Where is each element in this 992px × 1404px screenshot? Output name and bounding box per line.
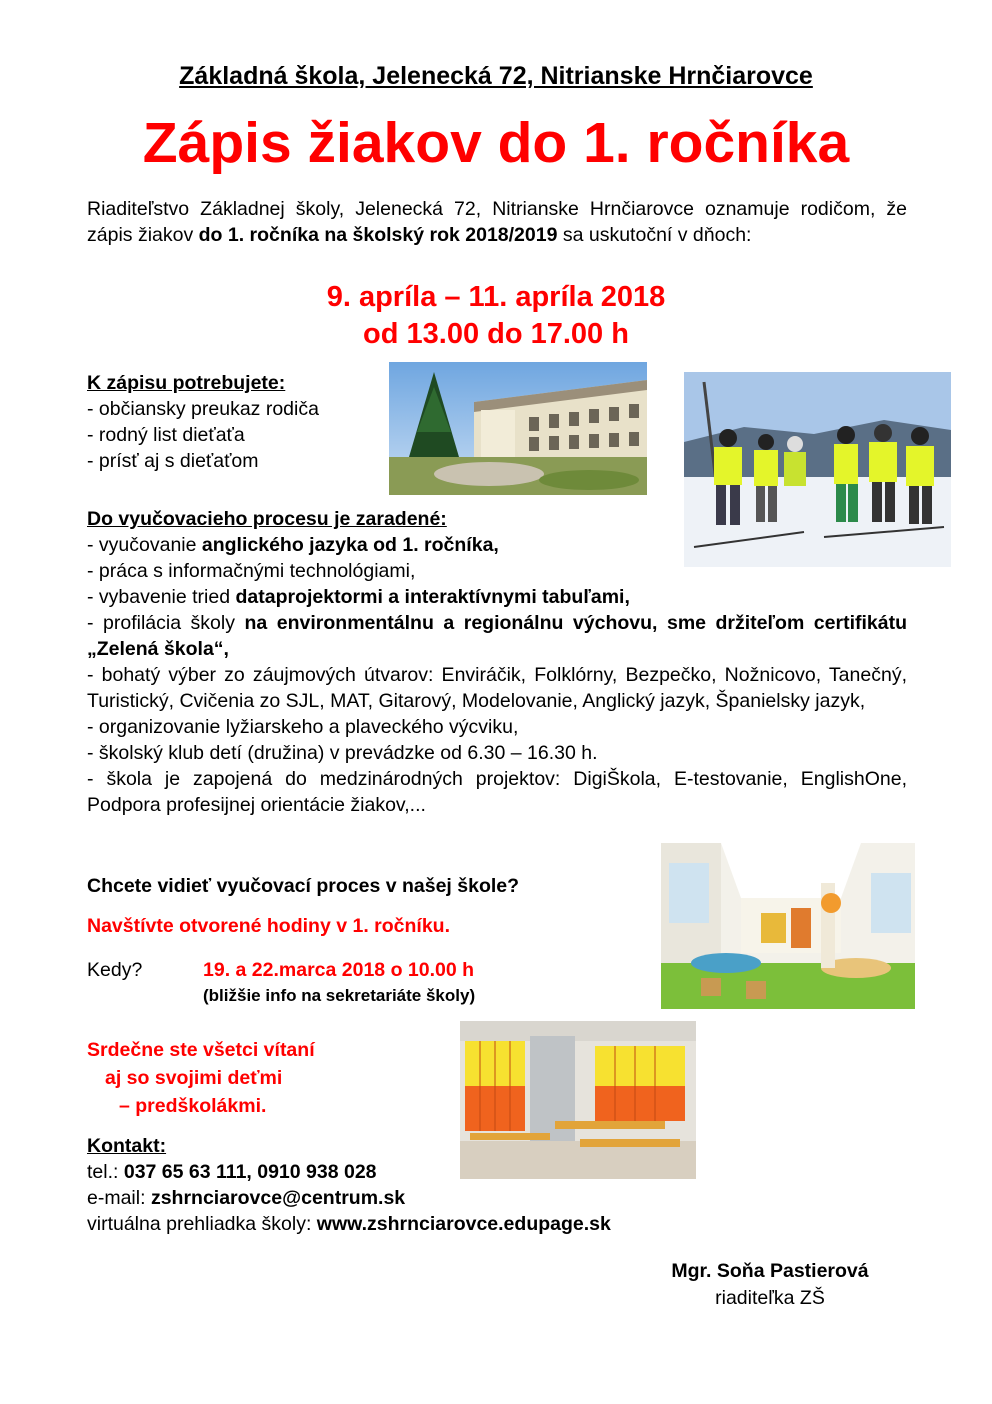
page-title: Zápis žiakov do 1. ročníka xyxy=(142,111,850,175)
contact-virtual-tour: virtuálna prehliadka školy: www.zshrnciarovce.edupage.sk xyxy=(87,1213,611,1235)
classroom-photo xyxy=(661,843,915,1009)
process-item: - škola je zapojená do medzinárodných projektov: DigiŠkola, E-testovanie, EnglishOne, Podpora profesijnej orientácie žiakov,... xyxy=(87,768,907,816)
enrollment-dates xyxy=(0,279,992,353)
signature xyxy=(620,1258,920,1312)
visit-more-info: (bližšie info na sekretariáte školy) xyxy=(203,986,476,1005)
date-range: 9. apríla – 11. apríla 2018 xyxy=(326,281,666,313)
contact-section xyxy=(87,1133,887,1237)
website-link[interactable]: www.zshrnciarovce.edupage.sk xyxy=(316,1213,611,1235)
process-heading: Do vyučovacieho procesu je zaradené: xyxy=(87,508,447,530)
school-building-photo xyxy=(389,362,647,495)
requirement-item: - rodný list dieťaťa xyxy=(87,424,245,446)
requirements-heading: K zápisu potrebujete: xyxy=(87,372,286,394)
process-section xyxy=(87,506,907,818)
process-item: - práca s informačnými technológiami, xyxy=(87,560,416,582)
welcome-line: – predškolákmi. xyxy=(119,1095,267,1117)
visit-when-label: Kedy? xyxy=(87,959,143,981)
process-item: - školský klub detí (družina) v prevádzke od 6.30 – 16.30 h. xyxy=(87,742,598,764)
process-item: - profilácia školy na environmentálnu a regionálnu výchovu, sme držiteľom certifikátu „Zelená škola“, xyxy=(87,612,907,660)
contact-email: e-mail: zshrnciarovce@centrum.sk xyxy=(87,1187,406,1209)
welcome-line: Srdečne ste všetci vítaní xyxy=(87,1039,315,1061)
process-item: - organizovanie lyžiarskeho a plaveckého výcviku, xyxy=(87,716,519,738)
intro-text-1: Riaditeľstvo Základnej školy, Jelenecká 72, Nitrianske Hrnčiarovce oznamuje rodičom, že zápis žiakov xyxy=(87,198,907,246)
intro-text-2: sa uskutoční v dňoch: xyxy=(557,224,752,246)
visit-question: Chcete vidieť vyučovací proces v našej škole? xyxy=(87,875,520,897)
process-item: - vybavenie tried dataprojektormi a interaktívnymi tabuľami, xyxy=(87,586,630,608)
requirement-item: - občiansky preukaz rodiča xyxy=(87,398,319,420)
email-link[interactable]: zshrnciarovce@centrum.sk xyxy=(150,1187,406,1209)
requirements-section xyxy=(87,370,387,474)
welcome-message xyxy=(87,1036,315,1120)
visit-invite: Navštívte otvorené hodiny v 1. ročníku. xyxy=(87,915,451,937)
contact-phone: tel.: 037 65 63 111, 0910 938 028 xyxy=(87,1161,377,1183)
process-item: - vyučovanie anglického jazyka od 1. ročníka, xyxy=(87,534,499,556)
contact-heading: Kontakt: xyxy=(87,1135,167,1157)
requirement-item: - prísť aj s dieťaťom xyxy=(87,450,259,472)
time-range: od 13.00 do 17.00 h xyxy=(363,318,629,350)
school-name: Základná škola, Jelenecká 72, Nitrianske Hrnčiarovce xyxy=(179,62,813,90)
process-item: - bohatý výber zo záujmových útvarov: Enviráčik, Folklórny, Bezpečko, Nožnicovo, Tanečný, Turistický, Cvičenia zo SJL, MAT, Gitarový, Modelovanie, Anglický jazyk, Španielsky jazyk, xyxy=(87,664,907,712)
intro-paragraph xyxy=(87,196,907,248)
signature-role: riaditeľka ZŠ xyxy=(715,1287,825,1309)
intro-bold: do 1. ročníka na školský rok 2018/2019 xyxy=(198,224,558,246)
welcome-line: aj so svojimi deťmi xyxy=(105,1067,283,1089)
visit-when-value: 19. a 22.marca 2018 o 10.00 h xyxy=(203,959,475,981)
signature-name: Mgr. Soňa Pastierová xyxy=(671,1260,869,1282)
